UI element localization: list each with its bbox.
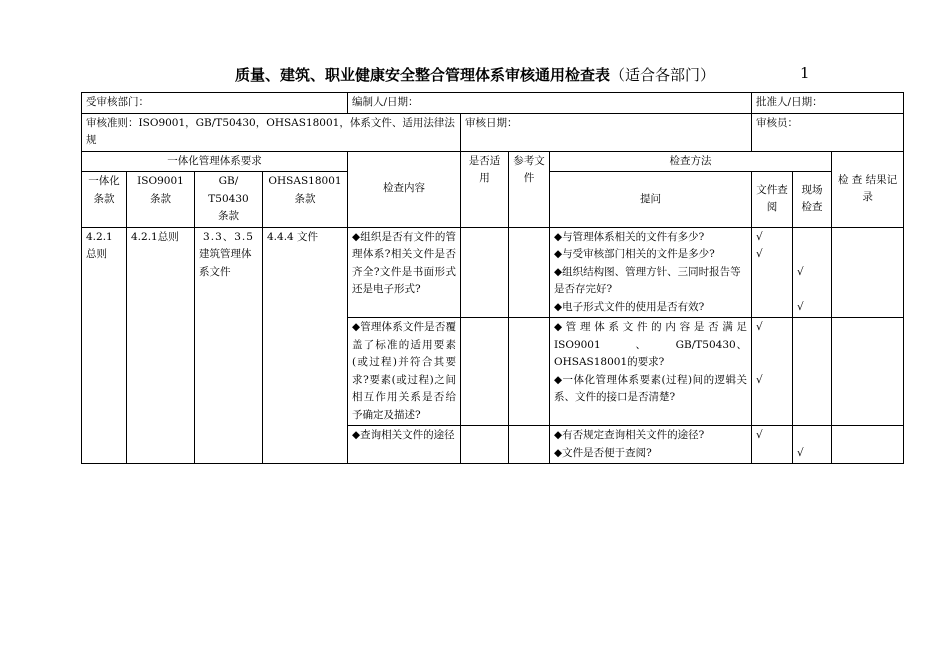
result-cell[interactable] (832, 227, 904, 318)
applicable-cell[interactable] (461, 426, 509, 464)
question-item: ◆一体化管理体系要素(过程)间的逻辑关系、文件的接口是否清楚? (554, 373, 748, 403)
doc-review-marks[interactable]: √ √ (752, 227, 793, 318)
title-suffix: （适合各部门） (610, 66, 716, 84)
ref-docs-cell[interactable] (509, 426, 550, 464)
doc-review-marks[interactable]: √ √ (752, 318, 793, 426)
check-content-cell: ◆管理体系文件是否覆盖了标准的适用要素(或过程)并符合其要求?要素(或过程)之间相互作用关系是否给予确定及描述? (348, 318, 461, 426)
iso-clause-cell: 4.2.1总则 (127, 227, 195, 464)
integrated-clause-cell: 4.2.1总则 (82, 227, 127, 464)
result-cell[interactable] (832, 318, 904, 426)
method-header: 检查方法 (550, 151, 832, 172)
checklist-table (81, 92, 904, 464)
ohsas-clause-header: OHSAS18001 条款 (263, 172, 348, 228)
site-check-marks[interactable]: √ √ (793, 227, 832, 318)
applicable-cell[interactable] (461, 227, 509, 318)
site-check-marks[interactable]: √ (793, 426, 832, 464)
question-item: ◆组织结构图、管理方针、三同时报告等是否存完好? (554, 265, 741, 295)
criteria-cell: 审核准则：ISO9001，GB/T50430，OHSAS18001，体系文件、适用法律法规 (82, 113, 461, 151)
check-content-cell: ◆查询相关文件的途径 (348, 426, 461, 464)
doc-review-header: 文件查阅 (752, 172, 793, 228)
question-item: ◆管理体系文件的内容是否满足ISO9001 、 GB/T50430、OHSAS18001的要求? (554, 321, 748, 368)
auditor-cell[interactable]: 审核员： (752, 113, 904, 151)
check-content-cell: ◆组织是否有文件的管理体系?相关文件是否齐全?文件是书面形式还是电子形式? (348, 227, 461, 318)
applicable-cell[interactable] (461, 318, 509, 426)
iso-clause-header: ISO9001 条款 (127, 172, 195, 228)
gb-clause-header: GB/ T50430 条款 (195, 172, 263, 228)
questions-header: 提问 (550, 172, 752, 228)
applicable-header: 是否适用 (461, 151, 509, 227)
header-row-1 (82, 151, 904, 172)
question-item: ◆与管理体系相关的文件有多少? (554, 230, 705, 243)
page-number: 1 (800, 64, 810, 82)
question-item: ◆与受审核部门相关的文件是多少? (554, 248, 715, 260)
questions-cell (550, 318, 752, 426)
question-item: ◆电子形式文件的使用是否有效? (554, 300, 705, 313)
question-item: ◆有否规定查询相关文件的途径? (554, 429, 705, 441)
audited-dept-cell[interactable]: 受审核部门： (82, 93, 348, 114)
site-check-header: 现场检查 (793, 172, 832, 228)
result-header: 检 查 结果记录 (832, 151, 904, 227)
integrated-clause-header: 一体化条款 (82, 172, 127, 228)
audit-date-cell[interactable]: 审核日期： (461, 113, 752, 151)
approved-by-cell[interactable]: 批准人/日期： (752, 93, 904, 114)
check-content-header: 检查内容 (348, 151, 461, 227)
table-row (82, 227, 904, 318)
ohsas-clause-cell: 4.4.4 文件 (263, 227, 348, 464)
ref-docs-cell[interactable] (509, 318, 550, 426)
gb-clause-cell: 3.3、3.5 建筑管理体系文件 (195, 227, 263, 464)
result-cell[interactable] (832, 426, 904, 464)
ref-docs-cell[interactable] (509, 227, 550, 318)
info-row-2 (82, 113, 904, 151)
ref-docs-header: 参考文件 (509, 151, 550, 227)
questions-cell (550, 426, 752, 464)
info-row-1 (82, 93, 904, 114)
integrated-req-header: 一体化管理体系要求 (82, 151, 348, 172)
site-check-marks[interactable] (793, 318, 832, 426)
prepared-by-cell[interactable]: 编制人/日期： (348, 93, 752, 114)
doc-review-marks[interactable]: √ (752, 426, 793, 464)
title-main: 质量、建筑、职业健康安全整合管理体系审核通用检查表 (234, 66, 610, 84)
question-item: ◆文件是否便于查阅? (554, 446, 652, 459)
questions-cell (550, 227, 752, 318)
